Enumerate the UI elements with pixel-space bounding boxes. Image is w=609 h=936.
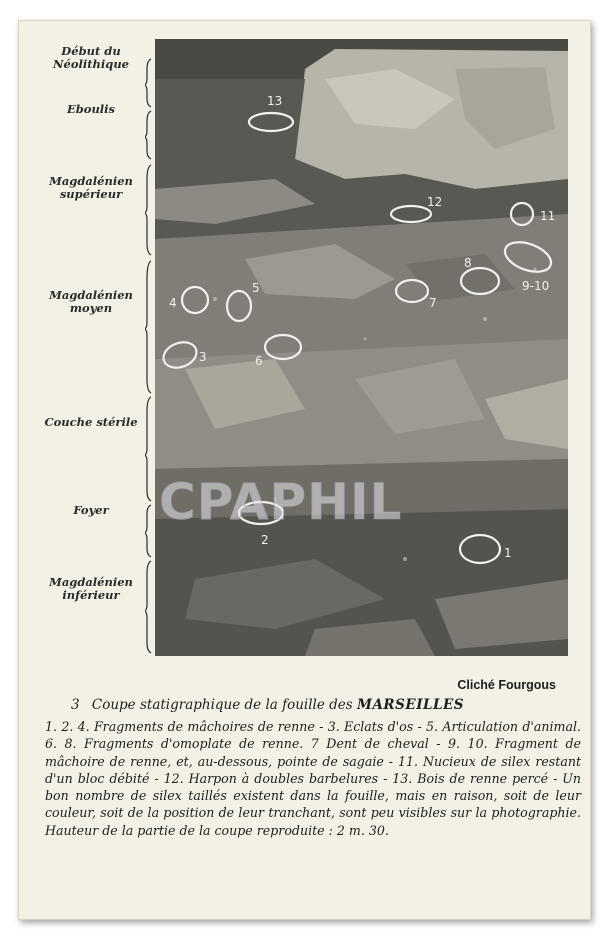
finding-marker-label: 5 xyxy=(252,281,260,295)
caption-place: MARSEILLES xyxy=(357,697,465,713)
stratum-label-couche-sterile: Couche stérile xyxy=(44,415,138,429)
caption-number: 3 xyxy=(71,697,80,713)
postcard xyxy=(18,20,591,920)
watermark: CPAPHIL xyxy=(159,473,403,531)
finding-marker-label: 3 xyxy=(199,350,207,364)
stratum-label-foyer: Foyer xyxy=(73,503,109,517)
finding-marker-label: 7 xyxy=(429,296,437,310)
finding-marker-label: 13 xyxy=(267,94,283,108)
caption xyxy=(71,697,571,713)
caption-title: Coupe statigraphique de la fouille des xyxy=(91,697,353,713)
finding-marker-label: 9-10 xyxy=(522,279,550,293)
finding-marker-label: 8 xyxy=(464,256,472,270)
description-text: 1. 2. 4. Fragments de mâchoires de renne - 3. Eclats d'os - 5. Articulation d'animal. 6. 8. Fragments d'omoplate de renne. 7 Dent de cheval - 9. 10. Fragment de mâchoire de renne, et, au-dessous, pointe de sagaie - 11. Nucieux de silex restant d'un bloc débité - 12. Harpon à doubles barbelures - 13. Bois de renne percé - Un bon nombre de silex taillés existent dans la fouille, mais en raison, soit de leur couleur, soit de la position de leur tranchant, sont peu visibles sur la photographie. Hauteur de la partie de la coupe reproduite : 2 m. 30. xyxy=(45,719,581,838)
stratum-label-eboulis: Eboulis xyxy=(66,102,116,116)
finding-marker-label: 6 xyxy=(255,354,263,368)
stratum-label-magdalenien-inferieur: Magdalénien inférieur xyxy=(49,575,133,602)
stratum-label-neolithique: Début du Néolithique xyxy=(53,44,129,71)
excavation-photo xyxy=(155,39,568,656)
stratum-label-magdalenien-moyen: Magdalénien moyen xyxy=(49,288,133,315)
finding-marker-label: 12 xyxy=(427,195,443,209)
finding-marker-label: 4 xyxy=(169,296,177,310)
excavation-section-illustration xyxy=(155,39,568,656)
photo-credit: Cliché Fourgous xyxy=(457,678,556,692)
finding-marker-label: 2 xyxy=(261,533,269,547)
finding-marker-label: 1 xyxy=(504,546,512,560)
stratum-label-magdalenien-superieur: Magdalénien supérieur xyxy=(49,174,133,201)
finding-marker-label: 11 xyxy=(540,209,556,223)
